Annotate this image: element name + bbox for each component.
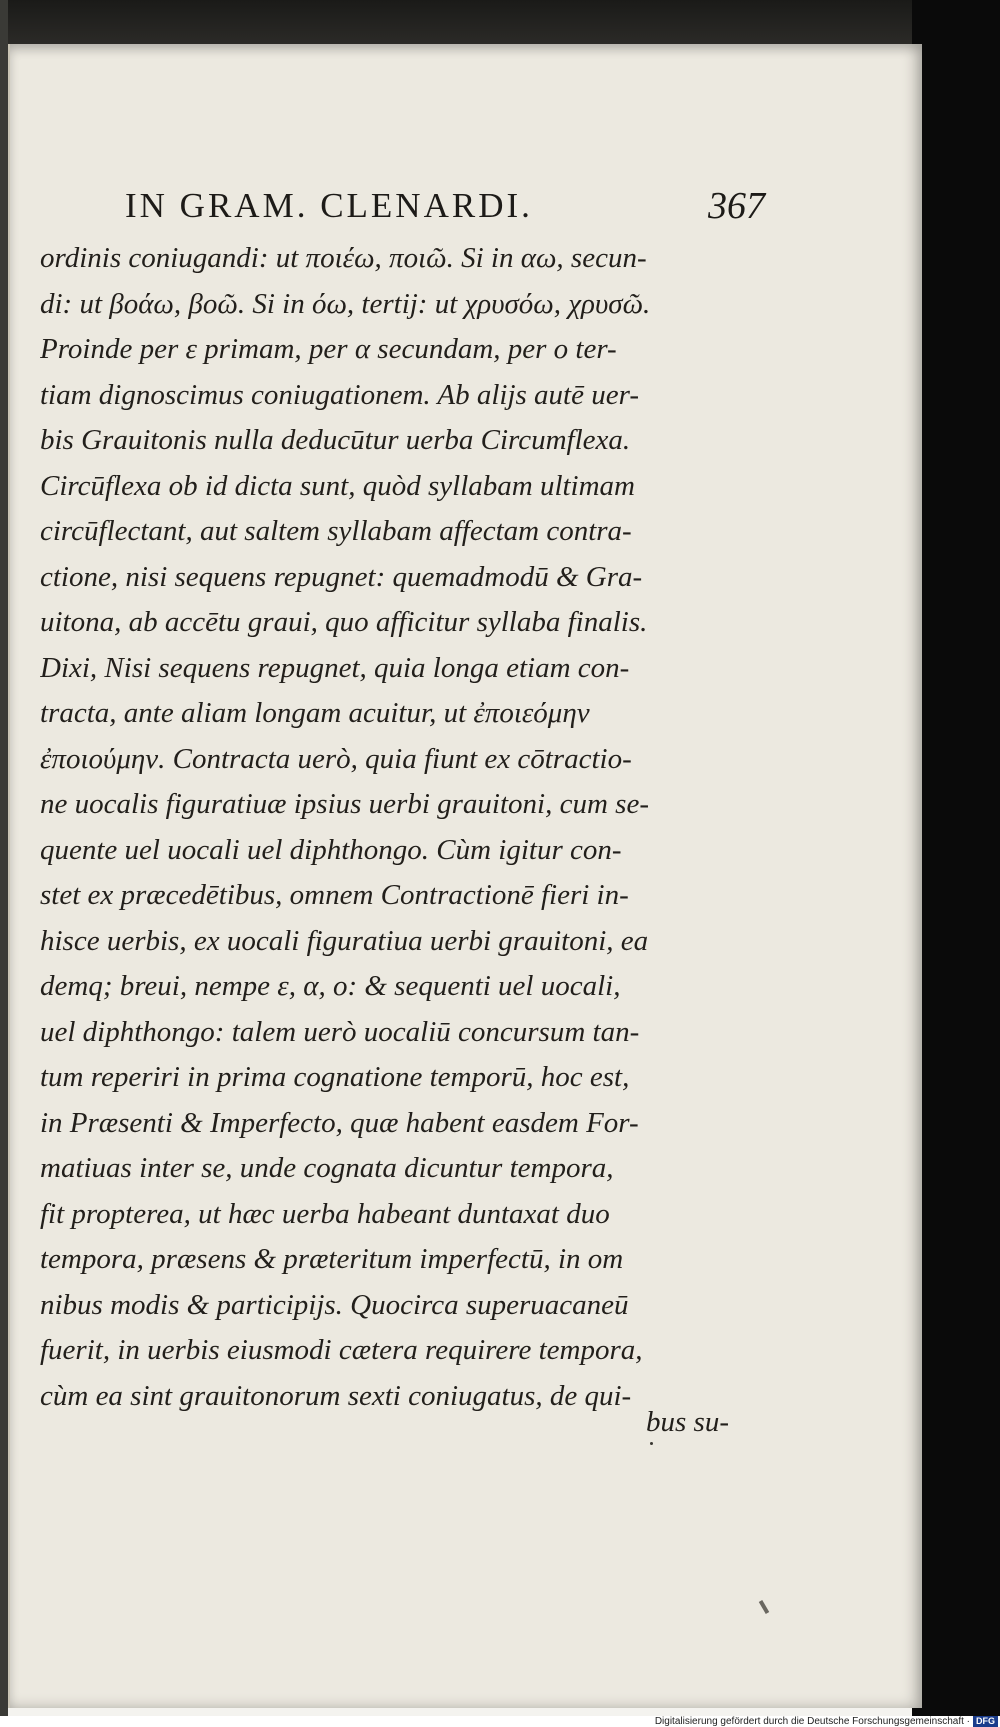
text-line: Dixi, Nisi sequens repugnet, quia longa etiam con-: [40, 651, 630, 684]
catchword: bus su-: [646, 1406, 729, 1438]
text-line: demq; breui, nempe ε, α, ο: & sequenti uel uocali,: [40, 970, 621, 1002]
text-line: di: ut βοάω, βοῶ. Si in όω, tertij: ut χρυσόω, χρυσῶ.: [40, 287, 651, 320]
book-page: [10, 44, 922, 1708]
scan-left-border: [0, 0, 8, 1716]
ink-mark: [759, 1600, 769, 1614]
text-line: uel diphthongo: talem uerò uocaliū concursum tan-: [40, 1015, 640, 1048]
text-line: nibus modis & participijs. Quocirca superuacaneū: [40, 1288, 629, 1321]
scan-top-border: [0, 0, 1000, 44]
page-number: 367: [708, 185, 765, 227]
text-line: cùm ea sint grauitonorum sexti coniugatus, de qui-: [40, 1379, 632, 1412]
text-line: in Præsenti & Imperfecto, quæ habent easdem For-: [40, 1106, 639, 1139]
footer-credit: Digitalisierung gefördert durch die Deutsche Forschungsgemeinschaft ·: [654, 1716, 970, 1727]
text-line: fuerit, in uerbis eiusmodi cætera requirere tempora,: [40, 1334, 643, 1366]
footer-bar: [0, 1716, 1000, 1727]
text-line: circūflectant, aut saltem syllabam affectam contra-: [40, 515, 632, 547]
text-line: hisce uerbis, ex uocali figuratiua uerbi grauitoni, ea: [40, 924, 649, 957]
text-line: bis Grauitonis nulla deducūtur uerba Circumflexa.: [40, 424, 631, 456]
text-line: tum reperiri in prima cognatione temporū, hoc est,: [40, 1061, 630, 1093]
text-line: ordinis coniugandi: ut ποιέω, ποιῶ. Si in αω, secun-: [40, 242, 647, 274]
text-line: tracta, ante aliam longam acuitur, ut ἐποιεόμην: [40, 697, 590, 729]
body-text: [40, 236, 762, 1419]
text-line: ἐποιούμην. Contracta uerò, quia fiunt ex cōtractio-: [40, 742, 632, 775]
text-line: matiuas inter se, unde cognata dicuntur tempora,: [40, 1152, 614, 1184]
text-line: quente uel uocali uel diphthongo. Cùm igitur con-: [40, 833, 622, 866]
text-line: Circūflexa ob id dicta sunt, quòd syllabam ultimam: [40, 469, 635, 502]
scan-right-border: [912, 0, 1000, 1716]
text-line: stet ex præcedētibus, omnem Contractionē fieri in-: [40, 879, 629, 911]
text-line: ne uocalis figuratiuæ ipsius uerbi grauitoni, cum se-: [40, 788, 649, 820]
running-head: [125, 186, 765, 234]
text-line: ctione, nisi sequens repugnet: quemadmodū & Gra-: [40, 560, 643, 593]
text-line: fit propterea, ut hæc uerba habeant duntaxat duo: [40, 1197, 610, 1230]
running-head-title: IN GRAM. CLENARDI.: [125, 186, 533, 225]
text-line: uitona, ab accētu graui, quo afficitur syllaba finalis.: [40, 606, 648, 638]
dfg-logo: DFG: [973, 1716, 998, 1727]
text-line: tempora, præsens & præteritum imperfectū, in om: [40, 1243, 624, 1275]
text-line: Proinde per ε primam, per α secundam, per ο ter-: [40, 333, 617, 365]
ink-dot: [650, 1442, 653, 1445]
text-line: tiam dignoscimus coniugationem. Ab alijs autē uer-: [40, 378, 639, 411]
